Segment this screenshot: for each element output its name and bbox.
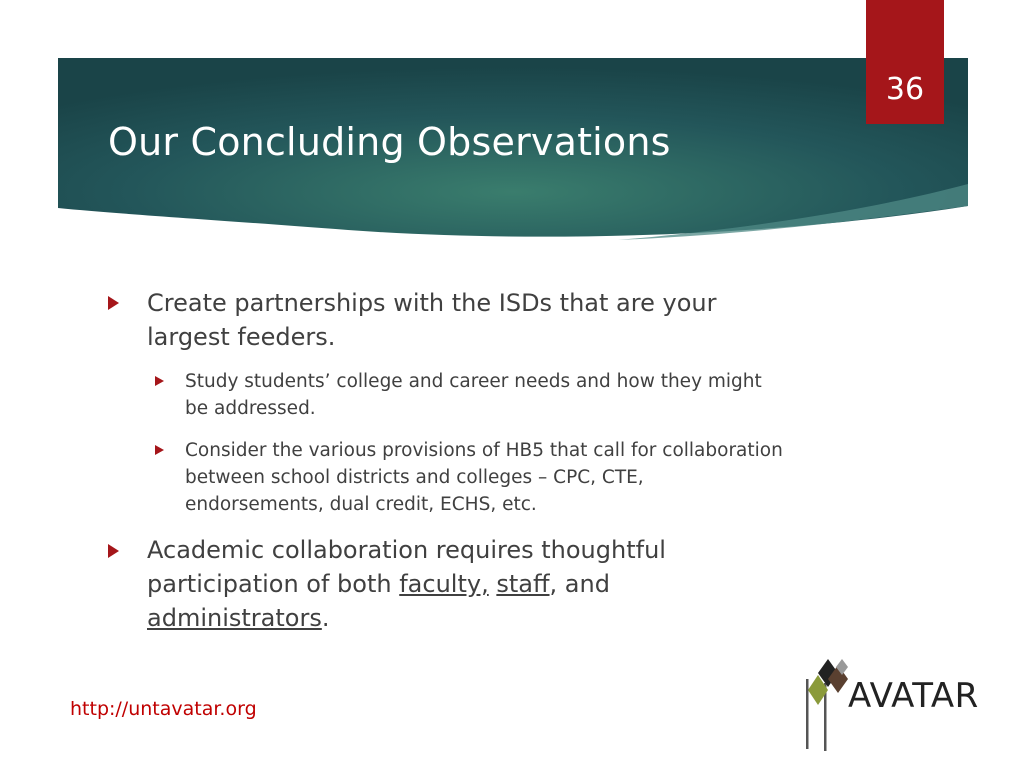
bullet-arrow-icon (108, 296, 119, 310)
sub-bullet-item-study: Study students’ college and career needs and how they might be addressed. (185, 371, 762, 419)
bullet-text: , and (549, 570, 610, 598)
bullet-text: . (321, 604, 330, 632)
faculty-link[interactable]: faculty, (399, 570, 489, 598)
footer-url-link[interactable]: http://untavatar.org (70, 698, 257, 720)
page-number: 36 (885, 72, 925, 107)
bullet-arrow-icon (108, 544, 119, 558)
sub-bullet-item-hb5: Consider the various provisions of HB5 that call for collaboration between school districts and colleges – CPC, CTE, endorsements, dual credit, ECHS, etc. (185, 440, 783, 515)
bullet-item-collaboration (147, 533, 797, 635)
slide-title: Our Concluding Observations (108, 120, 671, 164)
bullet-text: Academic collaboration requires thoughtful participation of both (147, 536, 666, 598)
administrators-link[interactable]: administrators (147, 604, 322, 632)
bullet-item-partnerships: Create partnerships with the ISDs that are your largest feeders. (147, 289, 717, 351)
sub-bullet-arrow-icon (155, 445, 164, 455)
staff-link[interactable]: staff (496, 570, 550, 598)
logo-wordmark: AVATAR (848, 676, 979, 716)
sub-bullet-arrow-icon (155, 376, 164, 386)
